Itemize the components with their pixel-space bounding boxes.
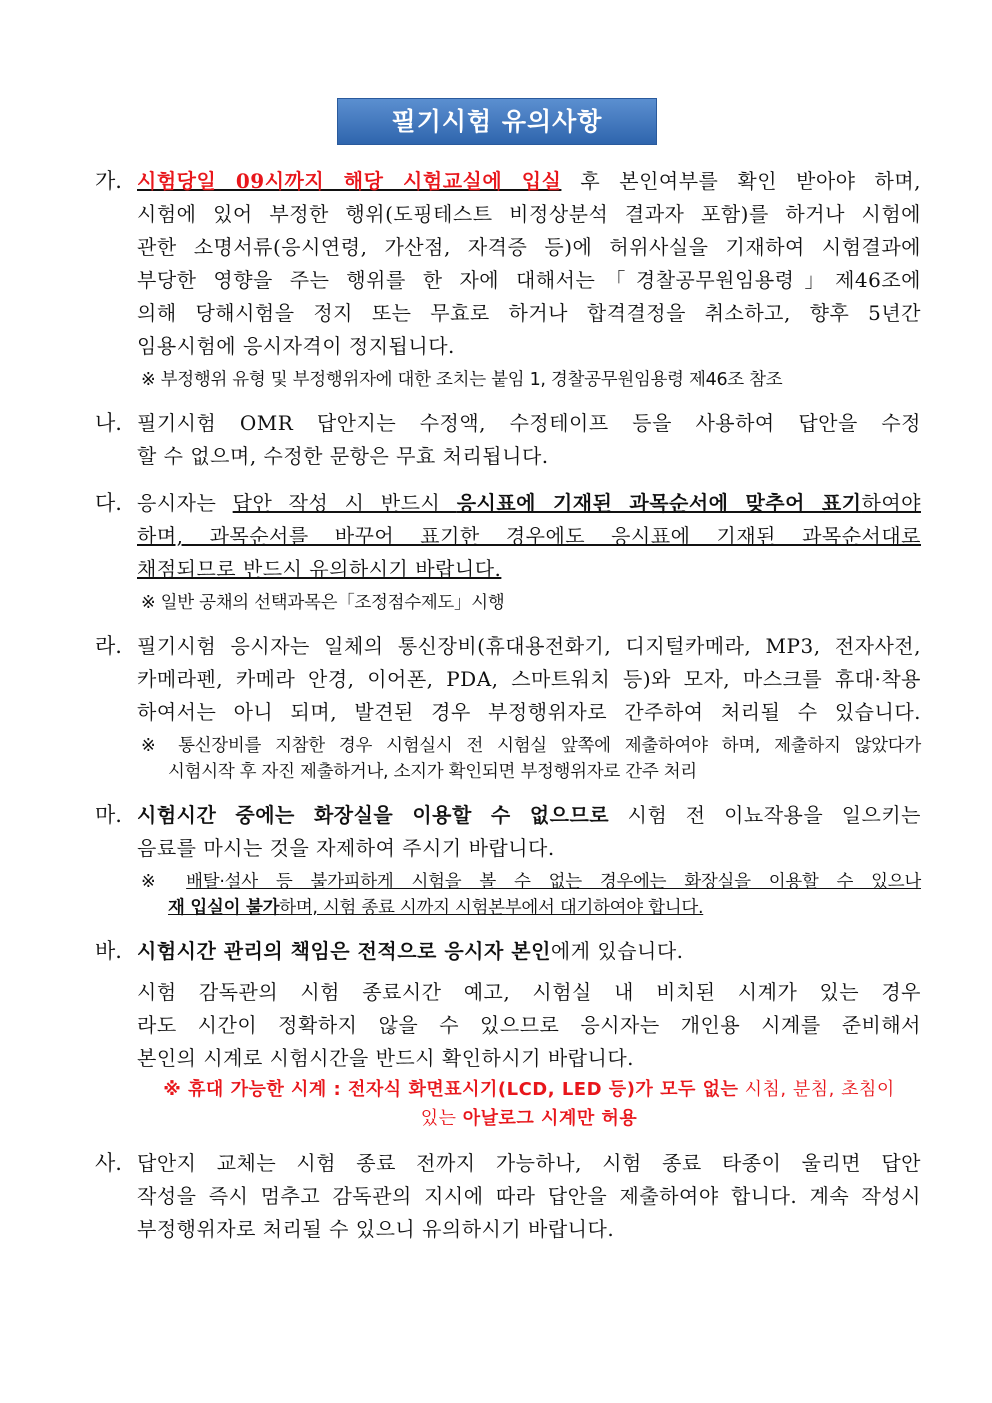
text-line <box>137 440 921 473</box>
section-marker: 가. <box>95 169 122 193</box>
emphasis-text: 답안 작성 시 반드시 <box>232 491 457 515</box>
text-segment: 에게 있습니다. <box>550 939 684 963</box>
text-line <box>137 487 921 520</box>
text-segment: 하여서는 아니 되며, 발견된 경우 부정행위자로 간주하여 처리될 수 있습니다. <box>137 700 921 724</box>
text-segment: 후 본인여부를 확인 받아야 하며, <box>561 169 921 193</box>
text-line <box>137 165 921 198</box>
note-line <box>137 895 921 921</box>
text-line <box>137 1042 921 1075</box>
emphasis-text: 시침, 분침, 초침이 <box>738 1079 895 1100</box>
note-line <box>137 869 921 895</box>
text-line <box>137 696 921 729</box>
text-segment: 할 수 없으며, 수정한 문항은 무효 처리됩니다. <box>137 444 549 468</box>
notice-list <box>95 165 921 1260</box>
notice-section <box>95 935 921 1133</box>
emphasis-text: 시험시간 관리의 책임은 전적으로 응시자 본인 <box>137 939 551 963</box>
section-marker: 다. <box>95 491 122 515</box>
text-line <box>137 520 921 553</box>
emphasis-text: 재 입실이 불가 <box>168 898 280 918</box>
emphasis-text: 하며, 과목순서를 바꾸어 표기한 경우에도 응시표에 기재된 과목순서대로 <box>137 524 921 548</box>
emphasis-text: 있는 <box>420 1108 463 1129</box>
notice-section <box>95 407 921 473</box>
text-segment: ※ 통신장비를 지참한 경우 시험실시 전 시험실 앞쪽에 제출하여야 하며, 제출하지 않았다가 <box>141 736 921 756</box>
text-line <box>137 832 921 865</box>
note-line <box>137 1075 921 1104</box>
text-line <box>137 799 921 832</box>
notice-section <box>95 630 921 785</box>
emphasis-text: 아날로그 시계만 허용 <box>462 1108 638 1129</box>
note-line <box>137 1104 921 1133</box>
note-line <box>137 367 921 393</box>
emphasis-text: 채점되므로 반드시 유의하시기 바랍니다. <box>137 557 502 581</box>
text-segment: 임용시험에 응시자격이 정지됩니다. <box>137 334 455 358</box>
text-line <box>137 1180 921 1213</box>
text-line <box>137 976 921 1009</box>
text-line <box>137 1009 921 1042</box>
text-segment: 응시자는 <box>137 491 233 515</box>
text-segment: 작성을 즉시 멈추고 감독관의 지시에 따라 답안을 제출하여야 합니다. 계속 작성시 <box>137 1184 921 1208</box>
text-segment: 본인의 시계로 시험시간을 반드시 확인하시기 바랍니다. <box>137 1046 635 1070</box>
text-line <box>137 553 921 586</box>
text-segment: ※ <box>141 872 187 892</box>
notice-section <box>95 1147 921 1246</box>
text-line <box>137 1213 921 1246</box>
note-line <box>137 733 921 759</box>
text-segment: 카메라펜, 카메라 안경, 이어폰, PDA, 스마트워치 등)와 모자, 마스크를 휴대·착용 <box>137 667 921 691</box>
emphasis-text: 시험시간 중에는 화장실을 이용할 수 없으므로 <box>137 803 610 827</box>
notice-section <box>95 487 921 616</box>
text-segment: 관한 소명서류(응시연령, 가산점, 자격증 등)에 허위사실을 기재하여 시험결과에 <box>137 235 921 259</box>
text-segment: 라도 시간이 정확하지 않을 수 있으므로 응시자는 개인용 시계를 준비해서 <box>137 1013 921 1037</box>
emphasis-text: 배탈·설사 등 불가피하게 시험을 볼 수 없는 경우에는 화장실을 이용할 수 있으나 <box>186 872 921 892</box>
text-line <box>137 1147 921 1180</box>
text-line <box>137 407 921 440</box>
text-line <box>137 663 921 696</box>
text-segment: 음료를 마시는 것을 자제하여 주시기 바랍니다. <box>137 836 555 860</box>
text-line <box>137 231 921 264</box>
notice-section <box>95 799 921 921</box>
text-segment: 의해 당해시험을 정지 또는 무효로 하거나 합격결정을 취소하고, 향후 5년간 <box>137 301 921 325</box>
emphasis-text: 하며, 시험 종료 시까지 시험본부에서 대기하여야 합니다. <box>279 898 704 918</box>
text-line <box>137 630 921 663</box>
section-marker: 라. <box>95 634 122 658</box>
text-line <box>137 330 921 363</box>
text-line <box>137 297 921 330</box>
text-line <box>137 264 921 297</box>
text-segment: 답안지 교체는 시험 종료 전까지 가능하나, 시험 종료 타종이 울리면 답안 <box>137 1151 921 1175</box>
section-marker: 바. <box>95 939 122 963</box>
text-segment: 시험 감독관의 시험 종료시간 예고, 시험실 내 비치된 시계가 있는 경우 <box>137 980 921 1004</box>
text-segment: 부당한 영향을 주는 행위를 한 자에 대해서는「경찰공무원임용령」제46조에 <box>137 268 921 292</box>
text-line <box>137 198 921 231</box>
text-segment: ※ 부정행위 유형 및 부정행위자에 대한 조치는 붙임 1, 경찰공무원임용령 제46조 참조 <box>141 370 783 390</box>
section-marker: 사. <box>95 1151 122 1175</box>
emphasis-text: ※ 휴대 가능한 시계 : 전자식 화면표시기(LCD, LED 등)가 모두 없는 <box>163 1079 739 1100</box>
text-segment: 시험에 있어 부정한 행위(도핑테스트 비정상분석 결과자 포함)를 하거나 시험에 <box>137 202 921 226</box>
emphasis-text: 하여야 <box>861 491 921 515</box>
section-marker: 마. <box>95 803 122 827</box>
text-segment: 부정행위자로 처리될 수 있으니 유의하시기 바랍니다. <box>137 1217 615 1241</box>
note-line <box>137 759 921 785</box>
notice-section <box>95 165 921 393</box>
text-segment: ※ 일반 공채의 선택과목은「조정점수제도」시행 <box>141 593 505 613</box>
emphasis-text: 응시표에 기재된 과목순서에 맞추어 표기 <box>456 491 862 515</box>
text-segment: 시험시작 후 자진 제출하거나, 소지가 확인되면 부정행위자로 간주 처리 <box>168 762 697 782</box>
section-marker: 나. <box>95 411 122 435</box>
page-title: 필기시험 유의사항 <box>337 98 657 145</box>
text-segment: 시험 전 이뇨작용을 일으키는 <box>609 803 921 827</box>
emphasis-text: 시험당일 09시까지 해당 시험교실에 입실 <box>137 169 562 193</box>
text-segment: 필기시험 OMR 답안지는 수정액, 수정테이프 등을 사용하여 답안을 수정 <box>137 411 921 435</box>
note-line <box>137 590 921 616</box>
text-segment: 필기시험 응시자는 일체의 통신장비(휴대용전화기, 디지털카메라, MP3, 전자사전, <box>137 634 921 658</box>
text-line <box>137 935 921 968</box>
